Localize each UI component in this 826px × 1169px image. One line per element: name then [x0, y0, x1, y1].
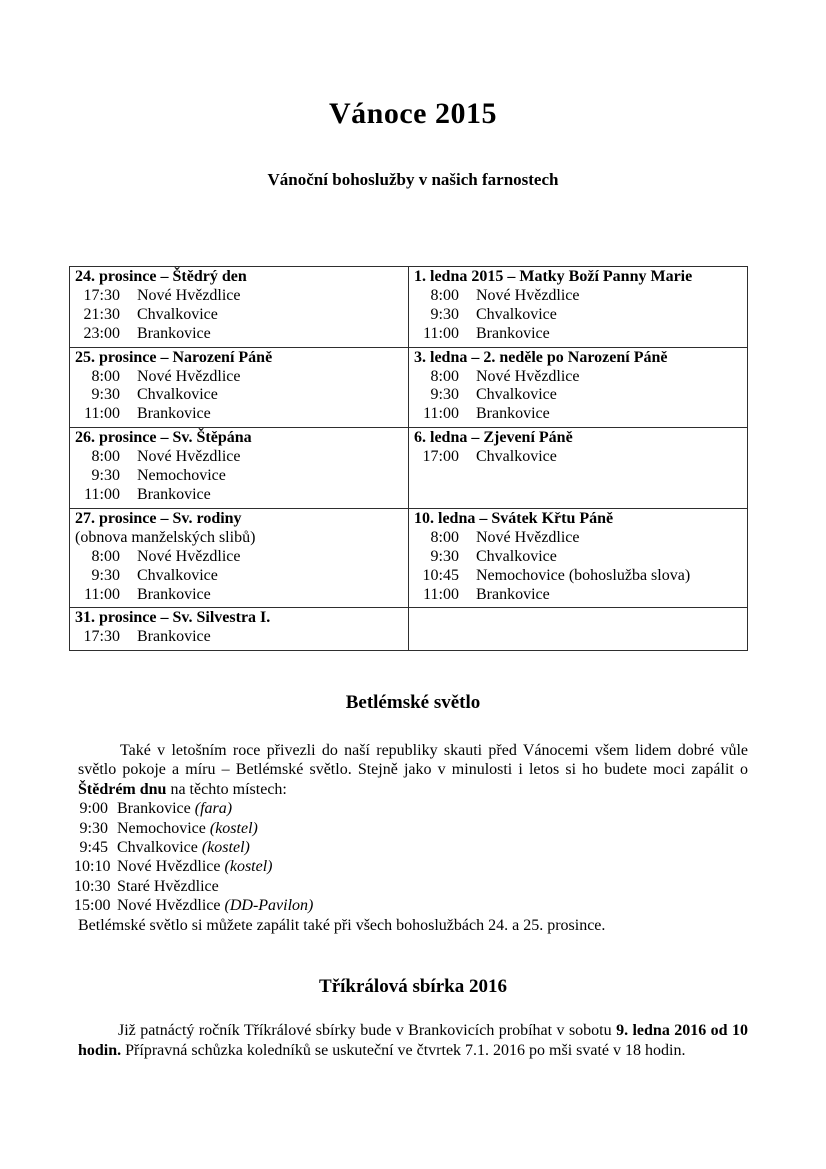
- betlemske-section-body: [74, 741, 748, 935]
- service-place: Nové Hvězdlice: [137, 448, 241, 466]
- schedule-cell: [70, 347, 409, 428]
- time-entry-time: 9:00: [79, 800, 108, 818]
- service-entry: [75, 287, 402, 306]
- service-entry: [414, 586, 741, 605]
- service-time: 8:00: [91, 367, 120, 385]
- service-time: 9:30: [430, 547, 459, 565]
- betlemske-closing-note: Betlémské světlo si můžete zapálit také při všech bohoslužbách 24. a 25. prosince.: [78, 916, 606, 934]
- service-place: Nové Hvězdlice: [137, 286, 241, 304]
- betlemske-times-list: [74, 799, 748, 915]
- service-place: Brankovice: [476, 585, 550, 603]
- service-time: 11:00: [84, 485, 120, 503]
- schedule-cell: [409, 267, 748, 348]
- paragraph-text: Také v letošním roce přivezli do naší republiky skauti před Vánocemi všem lidem dobré vůle světlo pokoje a míru – Betlémské světlo. Stejně jako v minulosti i letos si ho budete moci zapálit o: [78, 742, 748, 779]
- time-entry-place: Chvalkovice: [117, 839, 198, 857]
- service-place: Brankovice: [476, 324, 550, 342]
- service-place: Nové Hvězdlice: [476, 286, 580, 304]
- service-time: 8:00: [91, 448, 120, 466]
- time-entry-place: Nové Hvězdlice: [117, 858, 221, 876]
- service-time: 17:00: [422, 448, 459, 466]
- time-entry-note: (kostel): [209, 819, 258, 837]
- service-entry: [75, 386, 402, 405]
- service-time: 11:00: [84, 585, 120, 603]
- service-place: Chvalkovice: [137, 566, 218, 584]
- time-entry-note: (kostel): [201, 839, 250, 857]
- service-place: Nové Hvězdlice: [137, 547, 241, 565]
- table-row: [70, 508, 748, 608]
- table-row: [70, 267, 748, 348]
- service-time: 8:00: [91, 547, 120, 565]
- paragraph-bold-text: Štědrém dnu: [78, 780, 167, 798]
- service-place: Brankovice: [137, 324, 211, 342]
- time-entry: [74, 799, 748, 818]
- event-heading: 26. prosince – Sv. Štěpána: [75, 429, 252, 447]
- time-entry-place: Brankovice: [117, 800, 191, 818]
- service-time: 17:30: [83, 628, 120, 646]
- time-entry: [74, 838, 748, 857]
- betlemske-paragraph: [78, 741, 748, 799]
- time-entry-place: Nové Hvězdlice: [117, 897, 221, 915]
- paragraph-text: Přípravná schůzka koledníků se uskuteční ve čtvrtek 7.1. 2016 po mši svaté v 18 hodin.: [125, 1041, 686, 1059]
- service-time: 11:00: [84, 405, 120, 423]
- service-entry: [75, 325, 402, 344]
- service-place: Brankovice: [137, 405, 211, 423]
- event-heading: 27. prosince – Sv. rodiny: [75, 509, 242, 527]
- service-time: 10:45: [422, 566, 459, 584]
- schedule-cell: [409, 608, 748, 651]
- service-time: 11:00: [423, 405, 459, 423]
- schedule-cell: [409, 428, 748, 509]
- service-place: Brankovice: [476, 405, 550, 423]
- service-entry: [75, 405, 402, 424]
- service-place: Nové Hvězdlice: [476, 528, 580, 546]
- service-entry: [75, 567, 402, 586]
- time-entry-note: (kostel): [224, 858, 273, 876]
- service-place: Chvalkovice: [476, 448, 557, 466]
- service-time: 9:30: [430, 386, 459, 404]
- service-entry: [75, 368, 402, 387]
- service-place: Nové Hvězdlice: [476, 367, 580, 385]
- time-entry-time: 10:30: [74, 877, 111, 895]
- schedule-cell: [70, 267, 409, 348]
- service-entry: [414, 548, 741, 567]
- schedule-cell: [70, 428, 409, 509]
- schedule-cell: [70, 608, 409, 651]
- service-time: 9:30: [91, 386, 120, 404]
- section-heading-betlemske-svetlo: Betlémské světlo: [345, 692, 481, 713]
- service-entry: [414, 287, 741, 306]
- service-time: 11:00: [423, 324, 459, 342]
- paragraph-text: na těchto místech:: [170, 780, 287, 798]
- event-heading: 6. ledna – Zjevení Páně: [414, 429, 573, 447]
- service-entry: [75, 448, 402, 467]
- service-time: 8:00: [430, 367, 459, 385]
- service-entry: [75, 467, 402, 486]
- service-entry: [414, 306, 741, 325]
- service-place: Nové Hvězdlice: [137, 367, 241, 385]
- table-row: [70, 347, 748, 428]
- time-entry: [74, 877, 748, 896]
- service-place: Chvalkovice: [137, 386, 218, 404]
- time-entry: [74, 819, 748, 838]
- service-time: 11:00: [423, 585, 459, 603]
- event-heading: 24. prosince – Štědrý den: [75, 268, 247, 285]
- event-heading: 10. ledna – Svátek Křtu Páně: [414, 509, 614, 527]
- time-entry-place: Nemochovice: [117, 819, 206, 837]
- service-place: Brankovice: [137, 485, 211, 503]
- service-entry: [75, 628, 402, 647]
- service-entry: [75, 586, 402, 605]
- paragraph-text: Již patnáctý ročník Tříkrálové sbírky bude v Brankovicích probíhat v sobotu: [118, 1022, 612, 1039]
- event-heading: 25. prosince – Narození Páně: [75, 348, 273, 366]
- trikralova-paragraph: [78, 1021, 748, 1060]
- service-entry: [75, 548, 402, 567]
- service-entry: [414, 368, 741, 387]
- service-time: 9:30: [91, 566, 120, 584]
- service-time: 8:00: [430, 528, 459, 546]
- time-entry-place: Staré Hvězdlice: [117, 877, 219, 895]
- service-entry: [414, 529, 741, 548]
- service-time: 17:30: [83, 286, 120, 304]
- service-entry: [414, 325, 741, 344]
- service-time: 9:30: [91, 467, 120, 485]
- service-place: Nemochovice: [137, 467, 226, 485]
- schedule-cell: [70, 508, 409, 608]
- time-entry: [74, 857, 748, 876]
- table-row: [70, 608, 748, 651]
- service-place: Nemochovice (bohoslužba slova): [476, 566, 691, 584]
- service-place: Chvalkovice: [137, 305, 218, 323]
- event-note: (obnova manželských slibů): [75, 528, 256, 546]
- service-entry: [414, 567, 741, 586]
- service-place: Brankovice: [137, 628, 211, 646]
- page-subtitle: Vánoční bohoslužby v našich farnostech: [267, 170, 559, 189]
- time-entry-time: 9:45: [79, 839, 108, 857]
- event-heading: 31. prosince – Sv. Silvestra I.: [75, 609, 271, 627]
- mass-schedule-table: [69, 266, 748, 651]
- time-entry-time: 15:00: [74, 897, 111, 915]
- page-title: Vánoce 2015: [329, 97, 497, 130]
- time-entry-note: (fara): [194, 800, 233, 818]
- service-entry: [414, 448, 741, 467]
- time-entry-note: (DD-Pavilon): [224, 897, 314, 915]
- table-row: [70, 428, 748, 509]
- time-entry-time: 9:30: [79, 819, 108, 837]
- service-time: 8:00: [430, 286, 459, 304]
- time-entry: [74, 896, 748, 915]
- time-entry-time: 10:10: [74, 858, 111, 876]
- section-heading-trikralova-sbirka: Tříkrálová sbírka 2016: [319, 976, 507, 997]
- service-time: 21:30: [83, 305, 120, 323]
- schedule-cell: [409, 508, 748, 608]
- event-heading: 3. ledna – 2. neděle po Narození Páně: [414, 348, 668, 366]
- schedule-cell: [409, 347, 748, 428]
- service-place: Chvalkovice: [476, 547, 557, 565]
- service-time: 9:30: [430, 305, 459, 323]
- service-entry: [75, 306, 402, 325]
- event-heading: 1. ledna 2015 – Matky Boží Panny Marie: [414, 268, 693, 285]
- service-entry: [75, 486, 402, 505]
- service-entry: [414, 386, 741, 405]
- service-entry: [414, 405, 741, 424]
- service-place: Chvalkovice: [476, 305, 557, 323]
- paragraph-bold-text: 9. ledna 2016 od 10 hodin.: [78, 1022, 749, 1059]
- service-time: 23:00: [83, 324, 120, 342]
- service-place: Chvalkovice: [476, 386, 557, 404]
- service-place: Brankovice: [137, 585, 211, 603]
